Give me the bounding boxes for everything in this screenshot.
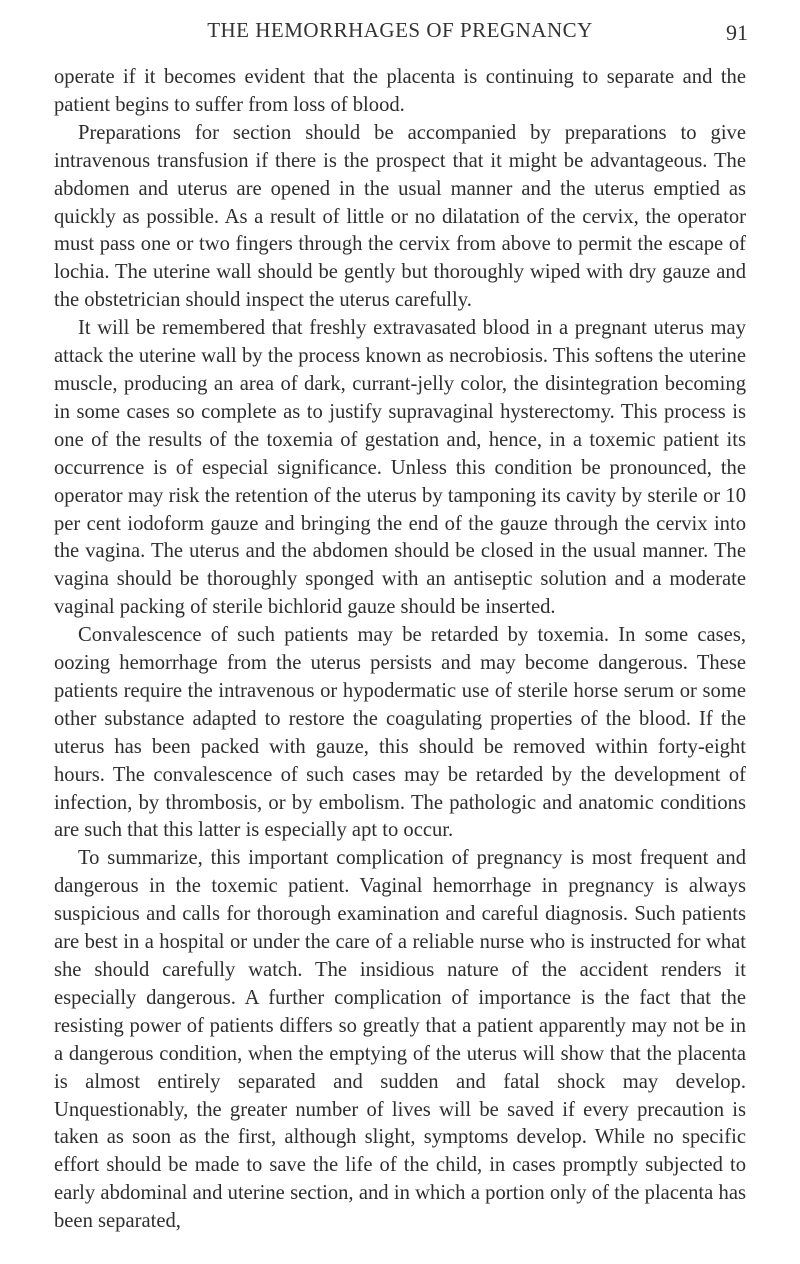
- running-head: THE HEMORRHAGES OF PREGNANCY: [207, 18, 593, 42]
- body-text: [54, 64, 746, 1236]
- paragraph-continuation: operate if it becomes evident that the placenta is continuing to separate and the patient begins to suffer from loss of blood.: [54, 66, 746, 116]
- paragraph-necrobiosis: It will be remembered that freshly extravasated blood in a pregnant uterus may attack the uterine wall by the process known as necrobiosis. This softens the uterine muscle, producing an area of dark, currant-jelly color, the disintegration becoming in some cases so complete as to justify supravaginal hysterectomy. This process is one of the results of the toxemia of gestation and, hence, in a toxemic patient its occurrence is of especial significance. Unless this condition be pronounced, the operator may risk the retention of the uterus by tamponing its cavity by sterile or 10 per cent iodoform gauze and bringing the end of the gauze through the cervix into the vagina. The uterus and the abdomen should be closed in the usual manner. The vagina should be thoroughly sponged with an antiseptic solution and a moderate vaginal packing of sterile bichlorid gauze should be inserted.: [54, 317, 746, 619]
- paragraph-summary: To summarize, this important complication of pregnancy is most frequent and dangerous in the toxemic patient. Vaginal hemorrhage in pregnancy is always suspicious and calls for thorough examination and careful diagnosis. Such patients are best in a hospital or under the care of a reliable nurse who is instructed for what she should carefully watch. The insidious nature of the accident renders it especially dangerous. A further complication of importance is the fact that the resisting power of patients differs so greatly that a patient apparently may not be in a dangerous condition, when the emptying of the uterus will show that the placenta is almost entirely separated and sudden and fatal shock may develop. Unquestionably, the greater number of lives will be saved if every precaution is taken as soon as the first, although slight, symptoms develop. While no specific effort should be made to save the life of the child, in cases promptly subjected to early abdominal and uterine section, and in which a portion only of the placenta has been separated,: [54, 847, 746, 1233]
- paragraph-preparations: Preparations for section should be accompanied by preparations to give intravenous transfusion if there is the prospect that it might be advantageous. The abdomen and uterus are opened in the usual manner and the uterus emptied as quickly as possible. As a result of little or no dilatation of the cervix, the operator must pass one or two fingers through the cervix from above to permit the escape of lochia. The uterine wall should be gently but thoroughly wiped with dry gauze and the obstetrician should inspect the uterus carefully.: [54, 121, 746, 312]
- page-number: 91: [726, 20, 748, 45]
- paragraph-convalescence: Convalescence of such patients may be retarded by toxemia. In some cases, oozing hemorrhage from the uterus persists and may become dangerous. These patients require the intravenous or hypodermatic use of sterile horse serum or some other substance adapted to restore the coagulating properties of the blood. If the uterus has been packed with gauze, this should be removed within forty-eight hours. The convalescence of such cases may be retarded by the development of infection, by thrombosis, or by embolism. The pathologic and anatomic conditions are such that this latter is especially apt to occur.: [54, 624, 746, 842]
